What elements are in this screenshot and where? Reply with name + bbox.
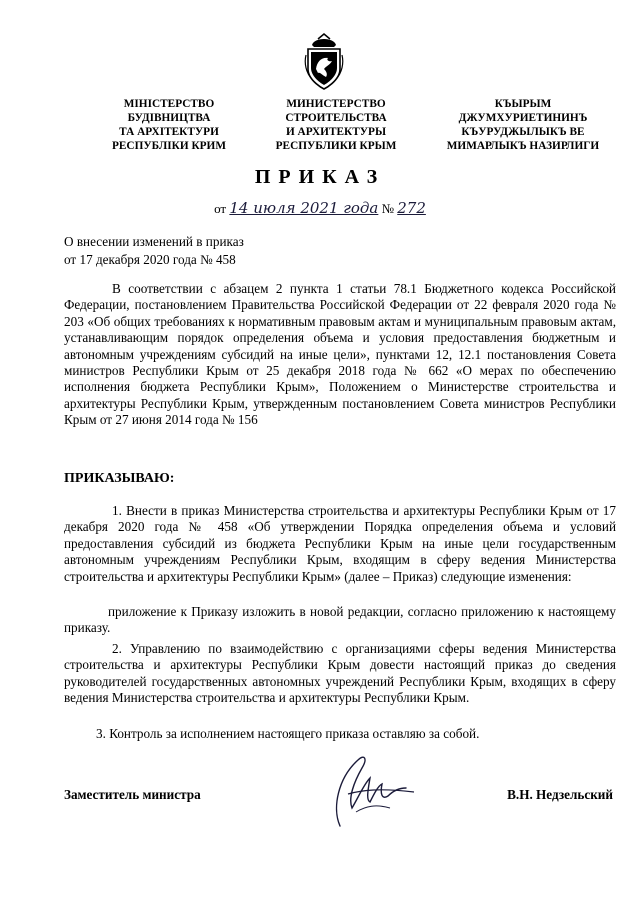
- header-ministry-ukrainian: [84, 97, 254, 153]
- signer-name: В.Н. Недзельский: [507, 787, 613, 802]
- preamble-paragraph: В соответствии с абзацем 2 пункта 1 статьи 78.1 Бюджетного кодекса Российской Федерации, постановлением Правительства Российской Федерации от 22 февраля 2020 года № 203 «Об общих требованиях к нормативным правовым актам и муниципальным правовым актам, устанавливающим порядок определения объема и условия предоставления бюджетным и автономным учреждениям субсидий на иные цели», пунктами 12, 12.1 постановления Совета министров Республики Крым от 25 декабря 2018 года № 662 «О мерах по обеспечению исполнения бюджета Республики Крым», Положением о Министерстве строительства и архитектуры Республики Крым, утвержденным постановлением Совета министров Республики Крым от 27 июня 2014 года № 156: [64, 281, 616, 428]
- order-date-line: [0, 199, 640, 217]
- order-item-2: 2. Управлению по взаимодействию с организациями сферы ведения Министерства строительства и архитектуры Республики Крым довести настоящий приказ до сведения руководителей государственных автономных учреждений Республики Крым, входящих в сферу ведения Министерства строительства и архитектуры Республики Крым.: [64, 641, 616, 706]
- handwritten-date: 14 июля 2021 года: [229, 199, 379, 217]
- subject-line: от 17 декабря 2020 года № 458: [64, 252, 236, 267]
- order-item-3: 3. Контроль за исполнением настоящего приказа оставляю за собой.: [96, 726, 480, 741]
- order-item-1: 1. Внести в приказ Министерства строительства и архитектуры Республики Крым от 17 декабря 2020 года № 458 «Об утверждении Порядка определения объема и условий предоставления субсидий из бюджета Республики Крым на иные цели государственным автономным учреждениям Республики Крым, входящим в сферу ведения Министерства строительства и архитектуры Республики Крым» (далее – Приказ) следующие изменения:: [64, 503, 616, 584]
- order-item-1-subitem: приложение к Приказу изложить в новой редакции, согласно приложению к настоящему приказу.: [64, 604, 616, 636]
- header-line: МИНИСТЕРСТВО: [286, 98, 386, 110]
- directive-heading: ПРИКАЗЫВАЮ:: [64, 471, 175, 486]
- header-line: РЕСПУБЛИКИ КРЫМ: [275, 140, 397, 152]
- order-subject: [64, 233, 244, 269]
- subject-line: О внесении изменений в приказ: [64, 234, 244, 249]
- header-line: МИМАРЛЫКЪ НАЗИРЛИГИ: [446, 140, 600, 152]
- header-ministry-russian: [251, 97, 421, 153]
- header-line: И АРХИТЕКТУРЫ: [285, 126, 387, 138]
- header-line: РЕСПУБЛІКИ КРИМ: [111, 140, 227, 152]
- header-line: ТА АРХІТЕКТУРИ: [119, 126, 219, 138]
- header-line: МІНІСТЕРСТВО: [123, 98, 215, 110]
- number-sign: №: [381, 201, 394, 216]
- header-line: СТРОИТЕЛЬСТВА: [285, 112, 387, 124]
- signer-role: Заместитель министра: [64, 787, 201, 802]
- header-ministry-crimean-tatar: [433, 97, 613, 153]
- crimea-coat-of-arms-icon: [304, 33, 344, 91]
- header-line: КЪЫРЫМ: [494, 98, 552, 110]
- order-title: ПРИКАЗ: [254, 166, 386, 188]
- header-line: БУДІВНИЦТВА: [127, 112, 211, 124]
- handwritten-signature-icon: [318, 738, 428, 848]
- header-line: ДЖУМХУРИЕТИНИНЪ: [458, 112, 588, 124]
- handwritten-number: 272: [397, 199, 426, 217]
- header-line: КЪУРУДЖЫЛЫКЪ ВЕ: [461, 126, 585, 138]
- date-prefix: от: [214, 201, 227, 216]
